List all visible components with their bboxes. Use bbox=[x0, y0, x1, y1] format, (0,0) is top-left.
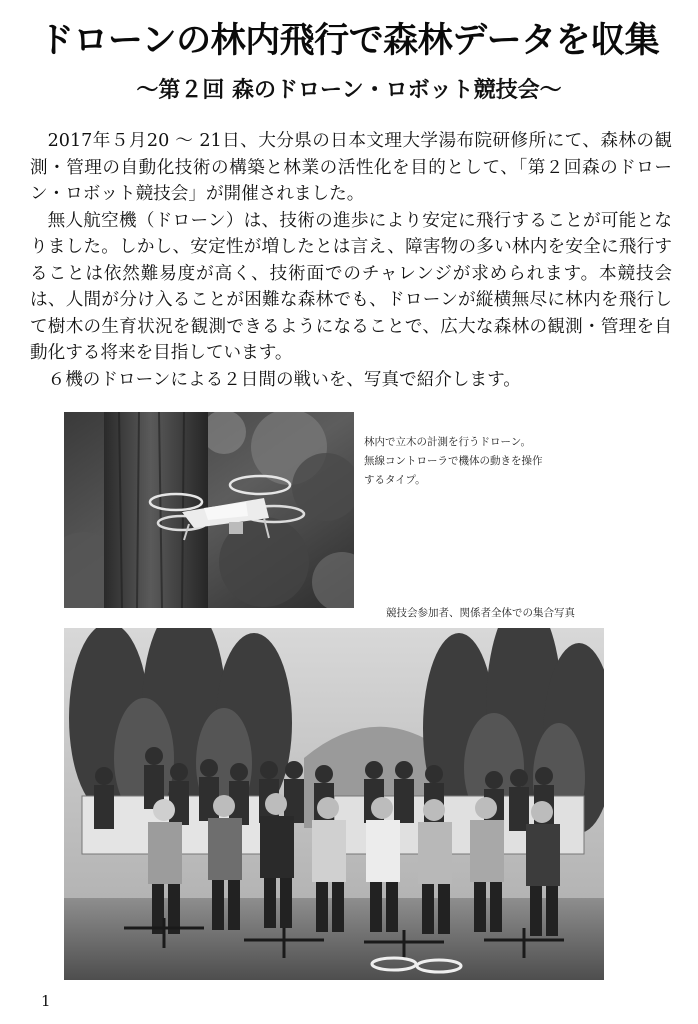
page-number: 1 bbox=[41, 992, 51, 1010]
body-paragraph: 無人航空機（ドローン）は、技術の進歩により安定に飛行することが可能となりました。しかし、安定性が増したとは言え、障害物の多い林内を安全に飛行することは依然難易度が高く、技術面でのチャレンジが求められます。本競技会は、人間が分け入ることが困難な森林でも、ドローンが縦横無尽に林内を飛行して樹木の生育状況を観測できるようになることで、広大な森林の観測・管理を自動化する将来を目指しています。 bbox=[30, 210, 672, 363]
caption-line: 林内で立木の計測を行うドローン。 bbox=[364, 436, 531, 448]
drone-photo-caption bbox=[364, 433, 604, 490]
drone-photo-image bbox=[64, 412, 354, 608]
group-photo-caption: 競技会参加者、関係者全体での集合写真 bbox=[386, 607, 575, 619]
body-paragraph: ６機のドローンによる２日間の戦いを、写真で紹介します。 bbox=[47, 369, 521, 390]
caption-line: 無線コントローラで機体の動きを操作 bbox=[364, 455, 543, 467]
caption-line: するタイプ。 bbox=[364, 474, 426, 486]
article-subtitle: ～第２回 森のドローン・ロボット競技会～ bbox=[136, 77, 562, 103]
group-photo-image bbox=[64, 628, 604, 980]
body-paragraph: 2017年５月20 ～ 21日、大分県の日本文理大学湯布院研修所にて、森林の観測・管理の自動化技術の構築と林業の活性化を目的として、「第２回森のドローン・ロボット競技会」が開催されました。 bbox=[30, 131, 672, 204]
drone-photo bbox=[64, 412, 354, 608]
group-photo bbox=[64, 628, 604, 980]
article-body bbox=[30, 128, 672, 393]
article-title: ドローンの林内飛行で森林データを収集 bbox=[38, 21, 660, 61]
